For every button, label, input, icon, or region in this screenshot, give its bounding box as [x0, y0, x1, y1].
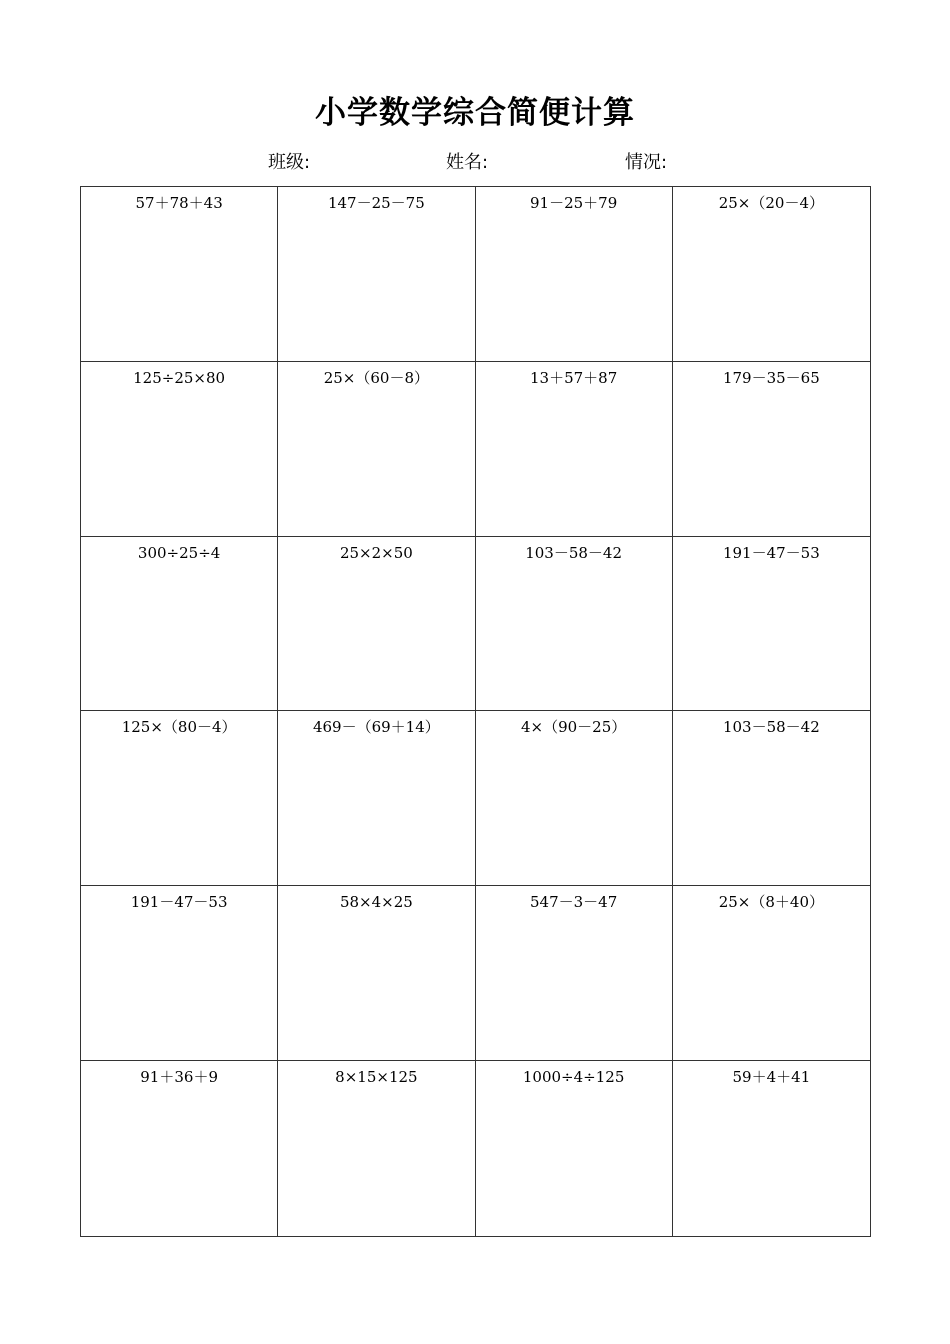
problem-expression: 103－58－42	[722, 718, 820, 737]
status-label: 情况:	[625, 152, 668, 173]
problem-cell	[476, 711, 673, 886]
problem-cell	[673, 187, 870, 362]
problem-cell	[278, 187, 475, 362]
problem-expression: 469－（69＋14）	[312, 718, 440, 737]
problem-cell	[81, 537, 278, 712]
problem-expression: 191－47－53	[130, 893, 228, 912]
student-info-row	[0, 150, 950, 176]
problem-expression: 8×15×125	[335, 1068, 418, 1087]
problem-cell	[81, 1061, 278, 1236]
problem-cell	[81, 711, 278, 886]
problem-cell	[476, 537, 673, 712]
problem-expression: 58×4×25	[339, 893, 413, 912]
problem-cell	[673, 886, 870, 1061]
problem-expression: 125×（80－4）	[121, 718, 237, 737]
problem-cell	[673, 362, 870, 537]
problem-cell	[673, 1061, 870, 1236]
problem-expression: 25×（60－8）	[323, 368, 430, 387]
problem-expression: 191－47－53	[722, 543, 820, 562]
problem-cell	[278, 537, 475, 712]
problem-expression: 547－3－47	[529, 893, 618, 912]
problem-expression: 59＋4＋41	[732, 1068, 811, 1087]
class-label: 班级:	[268, 152, 311, 173]
problem-cell	[476, 362, 673, 537]
problem-expression: 57＋78＋43	[135, 194, 223, 212]
problem-cell	[81, 362, 278, 537]
problem-expression: 103－58－42	[525, 543, 623, 562]
name-label: 姓名:	[446, 152, 489, 173]
problem-cell	[673, 537, 870, 712]
problem-cell	[673, 711, 870, 886]
problem-expression: 91＋36＋9	[140, 1068, 218, 1087]
problem-expression: 13＋57＋87	[529, 368, 618, 387]
problem-expression: 300÷25÷4	[137, 543, 221, 562]
problem-expression: 1000÷4÷125	[522, 1068, 625, 1087]
page-title: 小学数学综合简便计算	[315, 95, 635, 131]
problem-expression: 25×（8＋40）	[718, 893, 825, 912]
problem-expression: 25×2×50	[339, 543, 413, 562]
problem-cell	[278, 362, 475, 537]
problem-expression: 91－25＋79	[529, 194, 618, 212]
problem-cell	[476, 886, 673, 1061]
problem-cell	[278, 1061, 475, 1236]
problem-expression: 147－25－75	[327, 194, 425, 212]
problem-cell	[476, 187, 673, 362]
problem-cell	[81, 886, 278, 1061]
problem-cell	[278, 711, 475, 886]
problem-cell	[81, 187, 278, 362]
problem-expression: 25×（20－4）	[718, 194, 825, 212]
problem-expression: 125÷25×80	[133, 368, 226, 387]
problem-cell	[476, 1061, 673, 1236]
problem-expression: 179－35－65	[722, 368, 820, 387]
problem-cell	[278, 886, 475, 1061]
problem-grid	[80, 186, 871, 1237]
problem-expression: 4×（90－25）	[520, 718, 627, 737]
